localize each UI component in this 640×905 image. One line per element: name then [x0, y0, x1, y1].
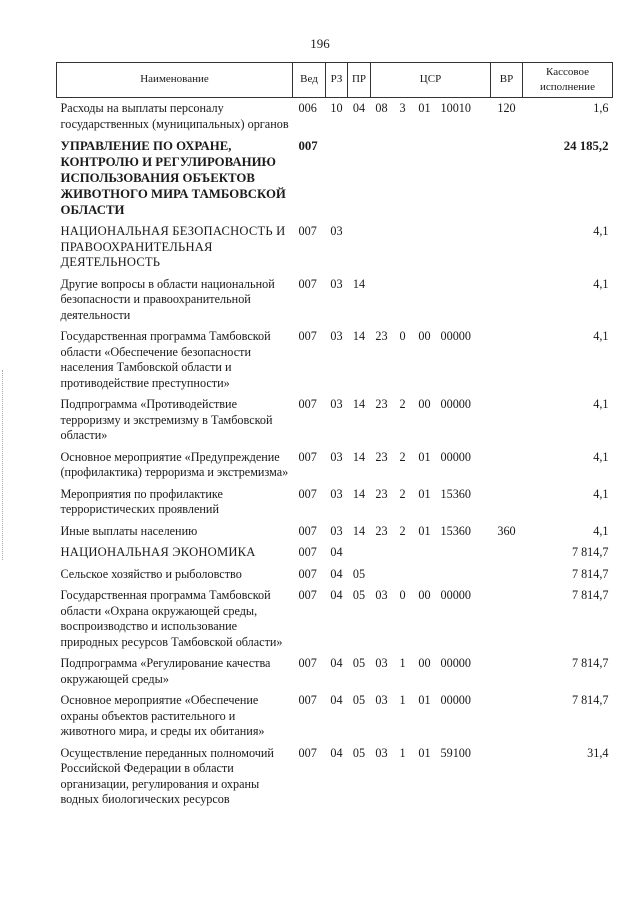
cell-name: УПРАВЛЕНИЕ ПО ОХРАНЕ, КОНТРОЛЮ И РЕГУЛИРОВАНИЮ ИСПОЛЬЗОВАНИЯ ОБЪЕКТОВ ЖИВОТНОГО МИРА ТАМБОВСКОЙ ОБЛАСТИ [60, 139, 286, 217]
header-csr: ЦСР [371, 63, 491, 98]
cell-rz: 03 [330, 449, 343, 464]
csr-part: 2 [399, 523, 406, 538]
cell-vr [491, 277, 523, 330]
cell-vr [491, 545, 523, 567]
csr-part: 15360 [440, 486, 471, 501]
cell-pr [348, 224, 371, 277]
cell-name: НАЦИОНАЛЬНАЯ БЕЗОПАСНОСТЬ И ПРАВООХРАНИТЕЛЬНАЯ ДЕЯТЕЛЬНОСТЬ [60, 224, 286, 269]
cell-vr [491, 693, 523, 746]
cell-csr [371, 567, 491, 589]
cell-vr [491, 588, 523, 656]
cell-exec: 4,1 [593, 523, 609, 538]
header-pr: ПР [348, 63, 371, 98]
cell-vr [491, 397, 523, 450]
csr-part: 01 [418, 486, 431, 501]
cell-ved: 007 [298, 486, 317, 501]
cell-exec: 7 814,7 [571, 656, 609, 670]
csr-part: 10010 [440, 101, 471, 115]
cell-ved: 007 [298, 745, 317, 760]
table-row [57, 98, 613, 139]
cell-rz: 03 [330, 224, 343, 238]
csr-part: 00 [418, 329, 431, 343]
cell-rz: 04 [330, 588, 343, 602]
csr-part: 00000 [440, 397, 471, 411]
cell-exec: 4,1 [593, 224, 609, 238]
scan-margin-mark [2, 370, 7, 560]
csr-part: 00000 [440, 329, 471, 343]
cell-name: Сельское хозяйство и рыболовство [60, 566, 242, 581]
csr-part: 00 [418, 656, 431, 670]
header-name: Наименование [57, 63, 293, 98]
cell-vr [491, 746, 523, 814]
cell-pr: 14 [352, 449, 366, 464]
table-row [57, 487, 613, 524]
cell-ved: 007 [298, 523, 317, 538]
csr-part: 59100 [440, 745, 471, 760]
cell-pr: 04 [352, 101, 366, 115]
cell-pr: 14 [352, 486, 366, 501]
cell-exec: 1,6 [593, 101, 609, 115]
cell-csr [371, 656, 491, 693]
cell-pr [348, 138, 371, 224]
cell-exec: 4,1 [593, 329, 609, 343]
table-row [57, 138, 613, 224]
table-row [57, 545, 613, 567]
cell-name: Мероприятия по профилактике террористических проявлений [60, 486, 223, 516]
table-row [57, 524, 613, 546]
cell-pr: 14 [352, 397, 366, 411]
cell-ved: 007 [298, 397, 317, 411]
csr-part: 03 [375, 588, 388, 602]
cell-pr: 05 [352, 566, 366, 581]
cell-csr [371, 277, 491, 330]
csr-part: 1 [399, 745, 406, 760]
cell-csr [371, 329, 491, 397]
cell-exec: 7 814,7 [571, 693, 609, 707]
header-vr: ВР [491, 63, 523, 98]
cell-exec: 4,1 [593, 397, 609, 411]
table-row [57, 397, 613, 450]
cell-vr [491, 567, 523, 589]
csr-part: 2 [399, 449, 406, 464]
budget-table [56, 62, 613, 814]
table-row [57, 329, 613, 397]
cell-ved: 007 [298, 449, 317, 464]
csr-part: 00000 [440, 449, 471, 464]
cell-ved: 007 [298, 276, 317, 291]
csr-part: 03 [375, 656, 388, 670]
cell-name: Подпрограмма «Противодействие терроризму и экстремизму в Тамбовской области» [60, 397, 273, 442]
csr-part: 01 [418, 523, 431, 538]
cell-csr [371, 588, 491, 656]
cell-rz: 03 [330, 523, 343, 538]
csr-part: 23 [375, 329, 388, 343]
table-body [57, 98, 613, 814]
cell-exec: 4,1 [593, 486, 609, 501]
cell-pr: 14 [352, 276, 366, 291]
table-header-row [57, 63, 613, 98]
cell-ved: 007 [298, 139, 318, 153]
table-row [57, 693, 613, 746]
csr-part: 3 [399, 101, 406, 115]
cell-name: Основное мероприятие «Предупреждение (профилактика) терроризма и экстремизма» [60, 449, 289, 479]
cell-exec: 24 185,2 [563, 139, 609, 153]
cell-rz: 03 [330, 276, 343, 291]
csr-part: 23 [375, 397, 388, 411]
header-rz: РЗ [326, 63, 348, 98]
table-row [57, 567, 613, 589]
cell-exec: 4,1 [593, 449, 609, 464]
csr-part: 23 [375, 449, 388, 464]
cell-csr [371, 545, 491, 567]
cell-csr [371, 693, 491, 746]
cell-name: Расходы на выплаты персоналу государственных (муниципальных) органов [60, 101, 289, 131]
cell-name: Подпрограмма «Регулирование качества окружающей среды» [60, 656, 271, 686]
cell-rz: 04 [330, 566, 343, 581]
cell-csr [371, 98, 491, 139]
cell-ved: 007 [298, 693, 317, 707]
page-number: 196 [310, 36, 330, 51]
csr-part: 2 [399, 397, 406, 411]
cell-vr [491, 450, 523, 487]
cell-pr: 14 [352, 329, 366, 343]
header-ved: Вед [293, 63, 326, 98]
cell-vr: 360 [497, 523, 516, 538]
csr-part: 01 [418, 693, 431, 707]
header-exec: Кассовое исполнение [523, 63, 613, 98]
cell-exec: 7 814,7 [571, 588, 609, 602]
cell-rz [326, 138, 348, 224]
cell-pr [348, 545, 371, 567]
cell-ved: 007 [298, 656, 317, 670]
cell-name: Осуществление переданных полномочий Российской Федерации в области организации, регулирования и охраны водных биологических ресурсов [60, 745, 274, 806]
cell-rz: 10 [330, 101, 343, 115]
cell-name: Государственная программа Тамбовской области «Охрана окружающей среды, воспроизводство и использование природных ресурсов Тамбовской области» [60, 588, 283, 649]
cell-exec: 31,4 [587, 745, 609, 760]
cell-name: Другие вопросы в области национальной безопасности и правоохранительной деятельности [60, 276, 275, 322]
cell-exec: 7 814,7 [571, 566, 609, 581]
cell-vr [491, 224, 523, 277]
cell-rz: 04 [330, 545, 343, 559]
cell-pr: 05 [352, 656, 366, 670]
cell-vr [491, 138, 523, 224]
cell-rz: 04 [330, 693, 343, 707]
cell-exec: 7 814,7 [571, 545, 609, 559]
table-row [57, 656, 613, 693]
cell-ved: 007 [298, 566, 317, 581]
cell-csr [371, 138, 491, 224]
csr-part: 01 [418, 101, 431, 115]
cell-vr [491, 329, 523, 397]
csr-part: 15360 [440, 523, 471, 538]
cell-csr [371, 397, 491, 450]
csr-part: 01 [418, 745, 431, 760]
cell-name: Иные выплаты населению [60, 523, 198, 538]
csr-part: 03 [375, 693, 388, 707]
cell-vr: 120 [497, 101, 516, 115]
cell-name: НАЦИОНАЛЬНАЯ ЭКОНОМИКА [60, 545, 256, 559]
cell-csr [371, 524, 491, 546]
cell-name: Государственная программа Тамбовской области «Обеспечение безопасности населения Тамбовской области и противодействие преступности» [60, 329, 271, 390]
table-row [57, 588, 613, 656]
csr-part: 00000 [440, 693, 471, 707]
csr-part: 23 [375, 523, 388, 538]
table-row [57, 746, 613, 814]
csr-part: 08 [375, 101, 388, 115]
cell-ved: 007 [298, 224, 317, 238]
csr-part: 01 [418, 449, 431, 464]
csr-part: 2 [399, 486, 406, 501]
csr-part: 0 [399, 329, 406, 343]
cell-pr: 14 [352, 523, 366, 538]
cell-csr [371, 746, 491, 814]
csr-part: 1 [399, 693, 406, 707]
csr-part: 00 [418, 397, 431, 411]
csr-part: 23 [375, 486, 388, 501]
cell-pr: 05 [352, 745, 366, 760]
cell-csr [371, 450, 491, 487]
cell-exec: 4,1 [593, 276, 609, 291]
cell-csr [371, 224, 491, 277]
csr-part: 00000 [440, 656, 471, 670]
csr-part: 1 [399, 656, 406, 670]
cell-pr: 05 [352, 693, 366, 707]
cell-vr [491, 487, 523, 524]
table-row [57, 277, 613, 330]
cell-pr: 05 [352, 588, 366, 602]
csr-part: 00 [418, 588, 431, 602]
cell-rz: 03 [330, 486, 343, 501]
cell-ved: 007 [298, 588, 317, 602]
cell-rz: 04 [330, 745, 343, 760]
cell-ved: 007 [298, 545, 317, 559]
cell-rz: 04 [330, 656, 343, 670]
cell-ved: 006 [298, 101, 317, 115]
table-row [57, 224, 613, 277]
csr-part: 03 [375, 745, 388, 760]
cell-name: Основное мероприятие «Обеспечение охраны объектов растительного и животного мира, и среды их обитания» [60, 693, 265, 738]
csr-part: 00000 [440, 588, 471, 602]
cell-rz: 03 [330, 329, 343, 343]
cell-ved: 007 [298, 329, 317, 343]
cell-csr [371, 487, 491, 524]
csr-part: 0 [399, 588, 406, 602]
cell-rz: 03 [330, 397, 343, 411]
cell-vr [491, 656, 523, 693]
table-row [57, 450, 613, 487]
